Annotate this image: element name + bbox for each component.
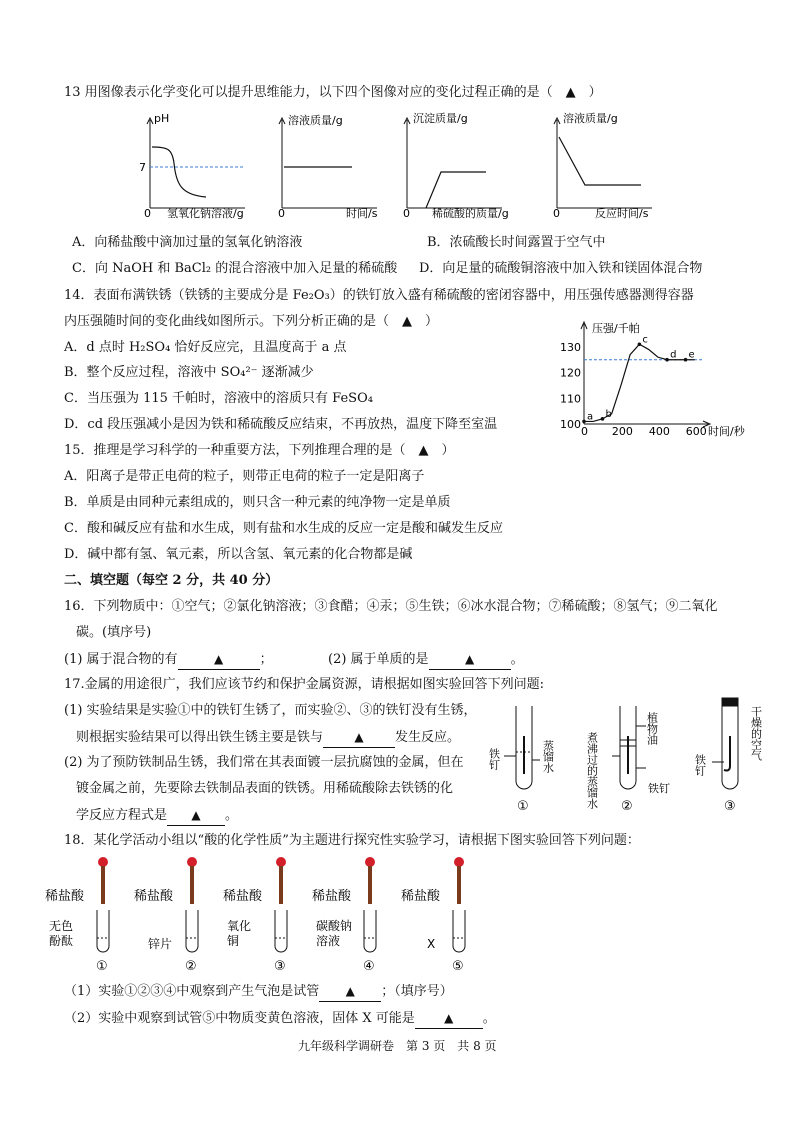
q17-part-2a: (2) 为了预防铁制品生锈，我们常在其表面镀一层抗腐蚀的金属，但在 bbox=[64, 755, 464, 770]
q18-part-1-end: ；（填序号） bbox=[381, 984, 453, 999]
q17-answer-1[interactable]: ▲ bbox=[323, 728, 395, 748]
acid-tube-4 bbox=[312, 857, 376, 974]
q17-part-1b-text: 则根据实验结果可以得出铁生锈主要是铁与 bbox=[76, 730, 324, 745]
q14-option-c: C．当压强为 115 千帕时，溶液中的溶质只有 FeSO₄ bbox=[64, 391, 373, 406]
q14-stem-1: 14．表面布满铁锈（铁锈的主要成分是 Fe₂O₃）的铁钉放入盛有稀硫酸的密闭容器中，用压强传感器测得容器 bbox=[64, 288, 694, 303]
section-heading: 二、填空题（每空 2 分，共 40 分） bbox=[64, 573, 279, 588]
test-tube bbox=[275, 910, 287, 952]
q18-part-1 bbox=[64, 982, 453, 1002]
tube-number: ② bbox=[185, 959, 197, 974]
q14-option-b: B．整个反应过程，溶液中 SO₄²⁻ 逐渐减少 bbox=[64, 365, 314, 380]
pressure-chart bbox=[560, 318, 760, 440]
acid-label: 稀盐酸 bbox=[45, 889, 85, 904]
q16-part-2 bbox=[328, 650, 524, 670]
y-tick-label: 130 bbox=[560, 340, 581, 354]
q14-option-d: D．cd 段压强减小是因为铁和稀硫酸反应结束，不再放热，温度下降至室温 bbox=[64, 417, 498, 432]
dropper-bulb bbox=[454, 857, 464, 867]
graph-d bbox=[554, 118, 652, 208]
reagent-label: 无色 bbox=[49, 919, 74, 933]
q18-answer-2[interactable]: ▲ bbox=[415, 1009, 483, 1029]
q16-answer-1[interactable]: ▲ bbox=[178, 650, 260, 670]
q16-part-1-text: (1) 属于混合物的有 bbox=[64, 652, 178, 667]
acid-experiment-figure bbox=[40, 854, 560, 976]
test-tube bbox=[97, 910, 109, 952]
tube-number: ③ bbox=[274, 959, 286, 974]
reagent-label: 酚酞 bbox=[49, 934, 74, 948]
q15-option-a: A．阳离子是带正电荷的粒子，则带正电荷的粒子一定是阳离子 bbox=[64, 469, 425, 484]
q17-answer-2[interactable]: ▲ bbox=[167, 806, 225, 826]
graph-a-ylabel: pH bbox=[154, 112, 170, 125]
q17-part-2c-end: 。 bbox=[225, 808, 239, 823]
acid-tube-5 bbox=[401, 857, 465, 974]
reagent-label: 溶液 bbox=[316, 934, 341, 948]
q16-part-2-end: 。 bbox=[510, 652, 524, 667]
pressure-series-line bbox=[584, 344, 695, 421]
tube2-number: ② bbox=[621, 799, 633, 814]
point-d bbox=[665, 358, 669, 362]
graph-b-ylabel: 溶液质量/g bbox=[288, 114, 343, 127]
tube2-oil-label: 植物油 bbox=[645, 712, 659, 745]
point-label-e: e bbox=[688, 349, 695, 361]
dropper-bulb bbox=[365, 857, 375, 867]
reagent-label: 碳酸钠 bbox=[316, 919, 353, 933]
q17-part-2c bbox=[76, 806, 238, 826]
point-label-b: b bbox=[605, 408, 612, 420]
graph-d-origin: 0 bbox=[553, 207, 560, 220]
point-b bbox=[601, 417, 605, 421]
y-tick-label: 120 bbox=[560, 366, 581, 380]
graph-b-xlabel: 时间/s bbox=[346, 207, 378, 220]
q13-stem: 13 用图像表示化学变化可以提升思维能力，以下四个图像对应的变化过程正确的是（ ▲ ） bbox=[64, 85, 602, 100]
q16-answer-2[interactable]: ▲ bbox=[429, 650, 511, 670]
x-tick-label: 0 bbox=[581, 425, 588, 438]
acid-tube-1 bbox=[45, 857, 109, 974]
acid-label: 稀盐酸 bbox=[401, 889, 441, 904]
reagent-label: 氧化 bbox=[227, 919, 252, 933]
q18-stem: 18．某化学活动小组以“酸的化学性质”为主题进行探究性实验学习，请根据下图实验回答下列问题： bbox=[64, 833, 640, 848]
graph-c-ylabel: 沉淀质量/g bbox=[413, 112, 468, 125]
q14-stem-2: 内压强随时间的变化曲线如图所示。下列分析正确的是（ ▲ ） bbox=[64, 314, 438, 329]
graph-a bbox=[147, 118, 245, 208]
q13-graphs bbox=[0, 105, 794, 225]
test-tube bbox=[186, 910, 198, 952]
test-tube-3 bbox=[712, 698, 738, 789]
point-label-d: d bbox=[670, 349, 677, 361]
acid-label: 稀盐酸 bbox=[223, 889, 263, 904]
q18-part-2-end: 。 bbox=[482, 1011, 496, 1026]
dropper-bulb bbox=[276, 857, 286, 867]
dropper-bulb bbox=[187, 857, 197, 867]
tube3-number: ③ bbox=[724, 799, 736, 814]
graph-b bbox=[279, 118, 377, 208]
reagent-label: 铜 bbox=[227, 934, 240, 948]
acid-tube-3 bbox=[223, 857, 287, 974]
tube1-water-label: 蒸馏水 bbox=[541, 740, 555, 773]
graph-d-xlabel: 反应时间/s bbox=[595, 207, 649, 220]
tube1-nail-label: 铁钉 bbox=[487, 748, 501, 770]
test-tube-1 bbox=[504, 706, 540, 789]
q18-part-2 bbox=[64, 1009, 496, 1029]
acid-label: 稀盐酸 bbox=[312, 889, 352, 904]
tube-number: ④ bbox=[363, 959, 375, 974]
x-tick-label: 400 bbox=[648, 425, 670, 438]
acid-tube-2 bbox=[134, 857, 198, 974]
graph-a-origin: 0 bbox=[144, 207, 151, 220]
test-tube-2 bbox=[612, 706, 646, 789]
graph-d-ylabel: 溶液质量/g bbox=[563, 112, 618, 125]
acid-label: 稀盐酸 bbox=[134, 889, 174, 904]
tube2-nail-label: 铁钉 bbox=[648, 782, 670, 795]
q15-option-c: C．酸和碱反应有盐和水生成，则有盐和水生成的反应一定是酸和碱发生反应 bbox=[64, 521, 503, 536]
q15-stem: 15．推理是学习科学的一种重要方法，下列推理合理的是（ ▲ ） bbox=[64, 443, 455, 458]
test-tube bbox=[453, 910, 465, 952]
q16-part-2-text: (2) 属于单质的是 bbox=[328, 652, 429, 667]
q16-part-1 bbox=[64, 650, 273, 670]
y-tick-label: 100 bbox=[560, 418, 581, 431]
q16-stem-1: 16．下列物质中：①空气；②氯化钠溶液；③食醋；④汞；⑤生铁；⑥冰水混合物；⑦稀硫酸；⑧氢气；⑨二氧化 bbox=[64, 599, 718, 614]
tube-number: ⑤ bbox=[452, 959, 464, 974]
tube-number: ① bbox=[96, 959, 108, 974]
q15-option-b: B．单质是由同种元素组成的，则只含一种元素的纯净物一定是单质 bbox=[64, 495, 451, 510]
point-c bbox=[638, 342, 642, 346]
pressure-ylabel: 压强/千帕 bbox=[592, 322, 640, 335]
q13-option-a: A．向稀盐酸中滴加过量的氢氧化钠溶液 bbox=[72, 235, 303, 250]
dropper-tube bbox=[457, 866, 461, 904]
dropper-tube bbox=[279, 866, 283, 904]
q17-part-2c-text: 学反应方程式是 bbox=[76, 808, 168, 823]
graph-b-origin: 0 bbox=[278, 207, 285, 220]
q18-part-2-text: （2）实验中观察到试管⑤中物质变黄色溶液，固体 X 可能是 bbox=[64, 1011, 415, 1026]
q18-part-1-text: （1）实验①②③④中观察到产生气泡是试管 bbox=[64, 984, 320, 999]
dropper-tube bbox=[101, 866, 105, 904]
q18-answer-1[interactable]: ▲ bbox=[319, 982, 381, 1002]
x-tick-label: 600 bbox=[685, 425, 707, 438]
q13-option-d: D．向足量的硫酸铜溶液中加入铁和镁固体混合物 bbox=[419, 261, 703, 276]
graph-c bbox=[404, 118, 502, 208]
y-tick-label: 110 bbox=[560, 392, 581, 406]
reagent-label: 锌片 bbox=[148, 937, 173, 951]
point-e bbox=[684, 358, 688, 362]
q16-stem-2: 碳。(填序号) bbox=[76, 625, 152, 640]
tube2-boiled-water-label: 煮沸过的蒸馏水 bbox=[585, 732, 599, 809]
pressure-xlabel: 时间/秒 bbox=[708, 425, 745, 438]
graph-c-origin: 0 bbox=[403, 207, 410, 220]
test-tube bbox=[364, 910, 376, 952]
q14-option-a: A．d 点时 H₂SO₄ 恰好反应完，且温度高于 a 点 bbox=[64, 340, 347, 355]
q17-stem: 17.金属的用途很广，我们应该节约和保护金属资源，请根据如图实验回答下列问题: bbox=[64, 677, 545, 692]
q15-option-d: D．碱中都有氢、氧元素，所以含氢、氧元素的化合物都是碱 bbox=[64, 547, 413, 562]
x-tick-label: 200 bbox=[611, 425, 633, 438]
page-footer: 九年级科学调研卷 第 3 页 共 8 页 bbox=[298, 1039, 497, 1053]
dropper-tube bbox=[368, 866, 372, 904]
rust-experiment-figure bbox=[486, 696, 776, 826]
q13-option-b: B．浓硫酸长时间露置于空气中 bbox=[427, 235, 606, 250]
dropper-bulb bbox=[98, 857, 108, 867]
point-label-a: a bbox=[587, 411, 594, 423]
tube3-air-label: 干燥的空气 bbox=[749, 706, 763, 761]
q17-part-2b: 镀金属之前，先要除去铁制品表面的铁锈。用稀硫酸除去铁锈的化 bbox=[76, 781, 454, 796]
graph-a-tick7: 7 bbox=[139, 161, 146, 174]
q17-part-1b-end: 发生反应。 bbox=[395, 730, 461, 745]
q13-option-c: C．向 NaOH 和 BaCl₂ 的混合溶液中加入足量的稀硫酸 bbox=[72, 261, 398, 276]
graph-c-xlabel: 稀硫酸的质量/g bbox=[432, 207, 509, 220]
graph-a-xlabel: 氢氧化钠溶液/g bbox=[167, 207, 244, 220]
q17-part-1b bbox=[76, 728, 460, 748]
tube3-nail-label: 铁钉 bbox=[693, 754, 707, 776]
q16-part-1-end: ； bbox=[259, 652, 273, 667]
reagent-label: X bbox=[427, 937, 436, 951]
point-label-c: c bbox=[642, 334, 648, 346]
tube1-number: ① bbox=[517, 799, 529, 814]
q17-part-1a: (1) 实验结果是实验①中的铁钉生锈了，而实验②、③的铁钉没有生锈， bbox=[64, 703, 477, 718]
dropper-tube bbox=[190, 866, 194, 904]
point-a bbox=[582, 420, 586, 424]
